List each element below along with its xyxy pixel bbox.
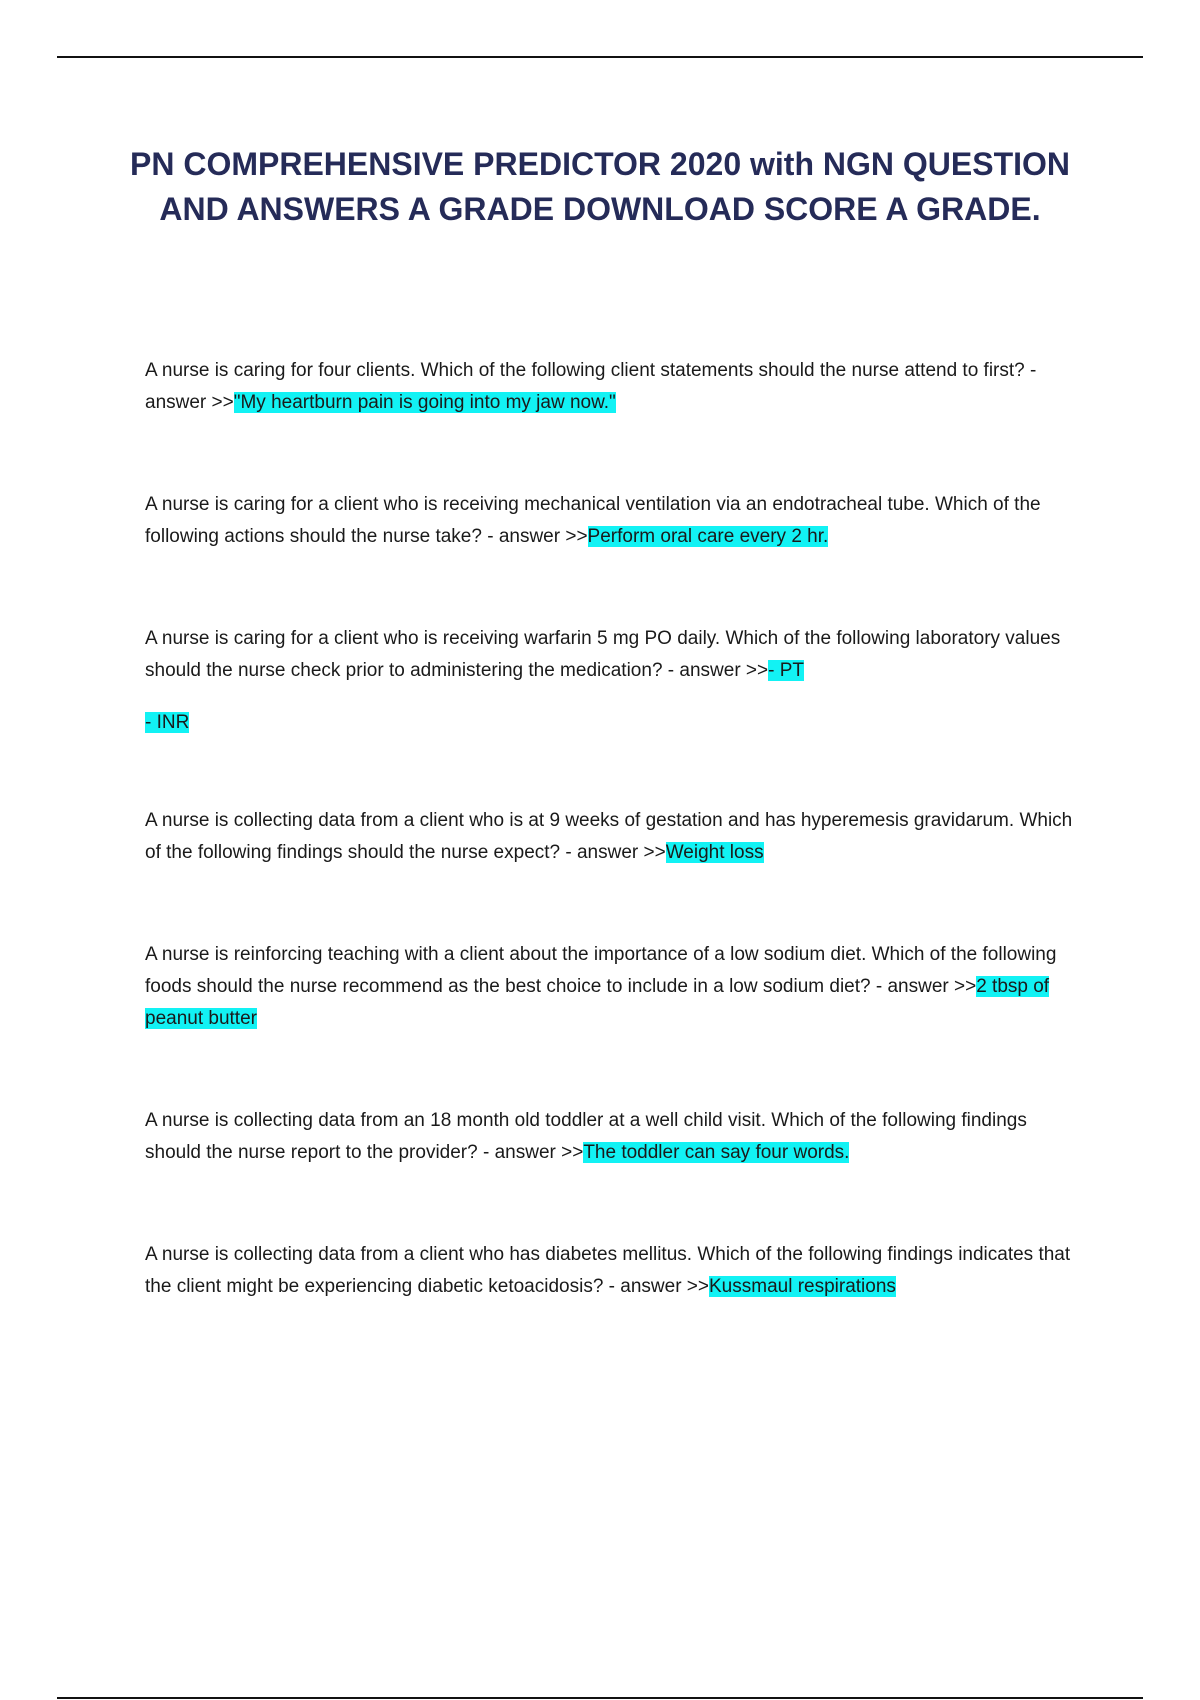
answer-highlight: - PT <box>768 660 805 681</box>
top-rule <box>57 56 1143 58</box>
answer-highlight: The toddler can say four words. <box>583 1142 850 1163</box>
qa-item-5 <box>145 939 1085 1035</box>
bottom-rule <box>57 1697 1143 1699</box>
qa-item-1 <box>145 355 1085 419</box>
question-text: A nurse is caring for a client who is receiving warfarin 5 mg PO daily. Which of the following laboratory values should the nurse check prior to administering the medication? - answer >> <box>145 628 1061 681</box>
qa-list <box>145 355 1085 1303</box>
qa-item-7 <box>145 1239 1085 1303</box>
question-text: A nurse is collecting data from a client who has diabetes mellitus. Which of the following findings indicates that the client might be experiencing diabetic ketoacidosis? - answer >> <box>145 1244 1071 1297</box>
answer-highlight: 2 tbsp of peanut butter <box>145 976 1050 1029</box>
qa-item-4 <box>145 805 1085 869</box>
answer-highlight: Kussmaul respirations <box>709 1276 896 1297</box>
document-title: PN COMPREHENSIVE PREDICTOR 2020 with NGN QUESTION AND ANSWERS A GRADE DOWNLOAD SCORE A GRADE. <box>129 146 1070 227</box>
question-text: A nurse is reinforcing teaching with a client about the importance of a low sodium diet. Which of the following foods should the nurse recommend as the best choice to include in a low sodium diet? - answer >> <box>145 944 1057 997</box>
question-text: A nurse is caring for four clients. Which of the following client statements should the nurse attend to first? - answer >> <box>145 360 1037 413</box>
qa-item-6 <box>145 1105 1085 1169</box>
qa-item-3 <box>145 623 1085 687</box>
answer-highlight: "My heartburn pain is going into my jaw now." <box>233 392 616 413</box>
question-text: A nurse is collecting data from an 18 month old toddler at a well child visit. Which of the following findings should the nurse report to the provider? - answer >> <box>145 1110 1027 1163</box>
qa-item-2 <box>145 489 1085 553</box>
question-text: A nurse is collecting data from a client who is at 9 weeks of gestation and has hyperemesis gravidarum. Which of the following findings should the nurse expect? - answer >> <box>145 810 1073 863</box>
answer-highlight: - INR <box>145 712 190 733</box>
answer-highlight: Weight loss <box>665 842 764 863</box>
qa-item-3-continued <box>145 707 1085 739</box>
question-text: A nurse is caring for a client who is receiving mechanical ventilation via an endotracheal tube. Which of the following actions should the nurse take? - answer >> <box>145 494 1041 547</box>
answer-highlight: Perform oral care every 2 hr. <box>587 526 829 547</box>
